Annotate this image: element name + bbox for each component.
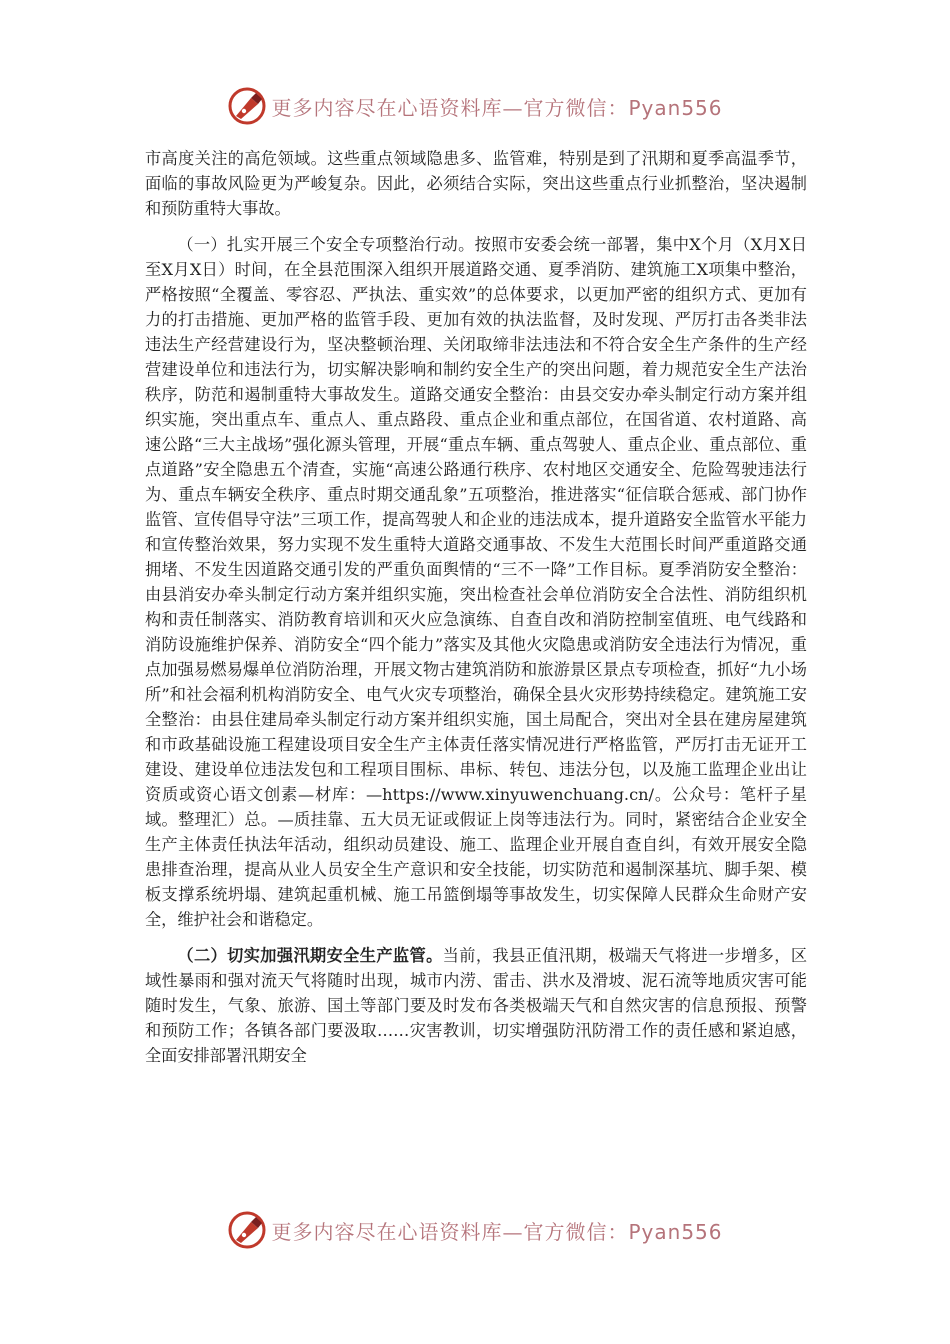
document-body — [145, 146, 807, 1068]
banner-wechat-id: Pyan556 — [628, 95, 723, 120]
banner-text: 更多内容尽在心语资料库—官方微信： — [271, 1219, 629, 1244]
paragraph-flood-season-body: 当前，我县正值汛期，极端天气将进一步增多，区域性暴雨和强对流天气将随时出现，城市内涝、雷击、洪水及滑坡、泥石流等地质灾害可能随时发生，气象、旅游、国土等部门要及时发布各类极端天气和自然灾害的信息预报、预警和预防工作；各镇各部门要汲取……灾害教训，切实增强防汛防滑工作的责任感和紧迫感，全面安排部署汛期安全 — [145, 946, 808, 1065]
paragraph-flood-season — [145, 943, 807, 1068]
paragraph-continuation: 市高度关注的高危领域。这些重点领域隐患多、监管难，特别是到了汛期和夏季高温季节，面临的事故风险更为严峻复杂。因此，必须结合实际，突出这些重点行业抓整治，坚决遏制和预防重特大事故。 — [145, 149, 807, 218]
banner-text: 更多内容尽在心语资料库—官方微信： — [271, 95, 629, 120]
paragraph-special-rectification: （一）扎实开展三个安全专项整治行动。按照市安委会统一部署，集中X个月（X月X日至X月X日）时间，在全县范围深入组织开展道路交通、夏季消防、建筑施工X项集中整治，严格按照“全覆盖、零容忍、严执法、重实效”的总体要求，以更加严密的组织方式、更加有力的打击措施、更加严格的监管手段、更加有效的执法监督，及时发现、严厉打击各类非法违法生产经营建设行为，坚决整顿治理、关闭取缔非法违法和不符合安全生产条件的生产经营建设单位和违法行为，切实解决影响和制约安全生产的突出问题，着力规范安全生产法治秩序，防范和遏制重特大事故发生。道路交通安全整治：由县交安办牵头制定行动方案并组织实施，突出重点车、重点人、重点路段、重点企业和重点部位，在国省道、农村道路、高速公路“三大主战场”强化源头管理，开展“重点车辆、重点驾驶人、重点企业、重点部位、重点道路”安全隐患五个清查，实施“高速公路通行秩序、农村地区交通安全、危险驾驶违法行为、重点车辆安全秩序、重点时期交通乱象”五项整治，推进落实“征信联合惩戒、部门协作监管、宣传倡导守法”三项工作，提高驾驶人和企业的违法成本，提升道路安全监管水平能力和宣传整治效果，努力实现不发生重特大道路交通事故、不发生大范围长时间严重道路交通拥堵、不发生因道路交通引发的严重负面舆情的“三不一降”工作目标。夏季消防安全整治：由县消安办牵头制定行动方案并组织实施，突出检查社会单位消防安全合法性、消防组织机构和责任制落实、消防教育培训和灭火应急演练、自查自改和消防控制室值班、电气线路和消防设施维护保养、消防安全“四个能力”落实及其他火灾隐患或消防安全违法行为情况，重点加强易燃易爆单位消防治理，开展文物古建筑消防和旅游景区景点专项检查，抓好“九小场所”和社会福利机构消防安全、电气火灾专项整治，确保全县火灾形势持续稳定。建筑施工安全整治：由县住建局牵头制定行动方案并组织实施，国土局配合，突出对全县在建房屋建筑和市政基础设施工程建设项目安全生产主体责任落实情况进行严格监管，严厉打击无证开工建设、建设单位违法发包和工程项目围标、串标、转包、违法分包，以及施工监理企业出让资质或资心语文创素—材库：—https://www.xinyuwenchuang.cn/。公众号：笔杆子星域。整理汇）总。—质挂靠、五大员无证或假证上岗等违法行为。同时，紧密结合企业安全生产主体责任执法年活动，组织动员建设、施工、监理企业开展自查自纠，有效开展安全隐患排查治理，提高从业人员安全生产意识和安全技能，切实防范和遏制深基坑、脚手架、模板支撑系统坍塌、建筑起重机械、施工吊篮倒塌等事故发生，切实保障人民群众生命财产安全，维护社会和谐稳定。 — [145, 235, 807, 929]
footer-watermark-banner — [0, 1206, 950, 1254]
pen-nib-logo-icon — [227, 1210, 267, 1250]
header-watermark-banner — [0, 82, 950, 130]
section-heading: （二）切实加强汛期安全生产监管。 — [177, 946, 443, 965]
pen-nib-logo-icon — [227, 86, 267, 126]
banner-wechat-id: Pyan556 — [628, 1219, 723, 1244]
